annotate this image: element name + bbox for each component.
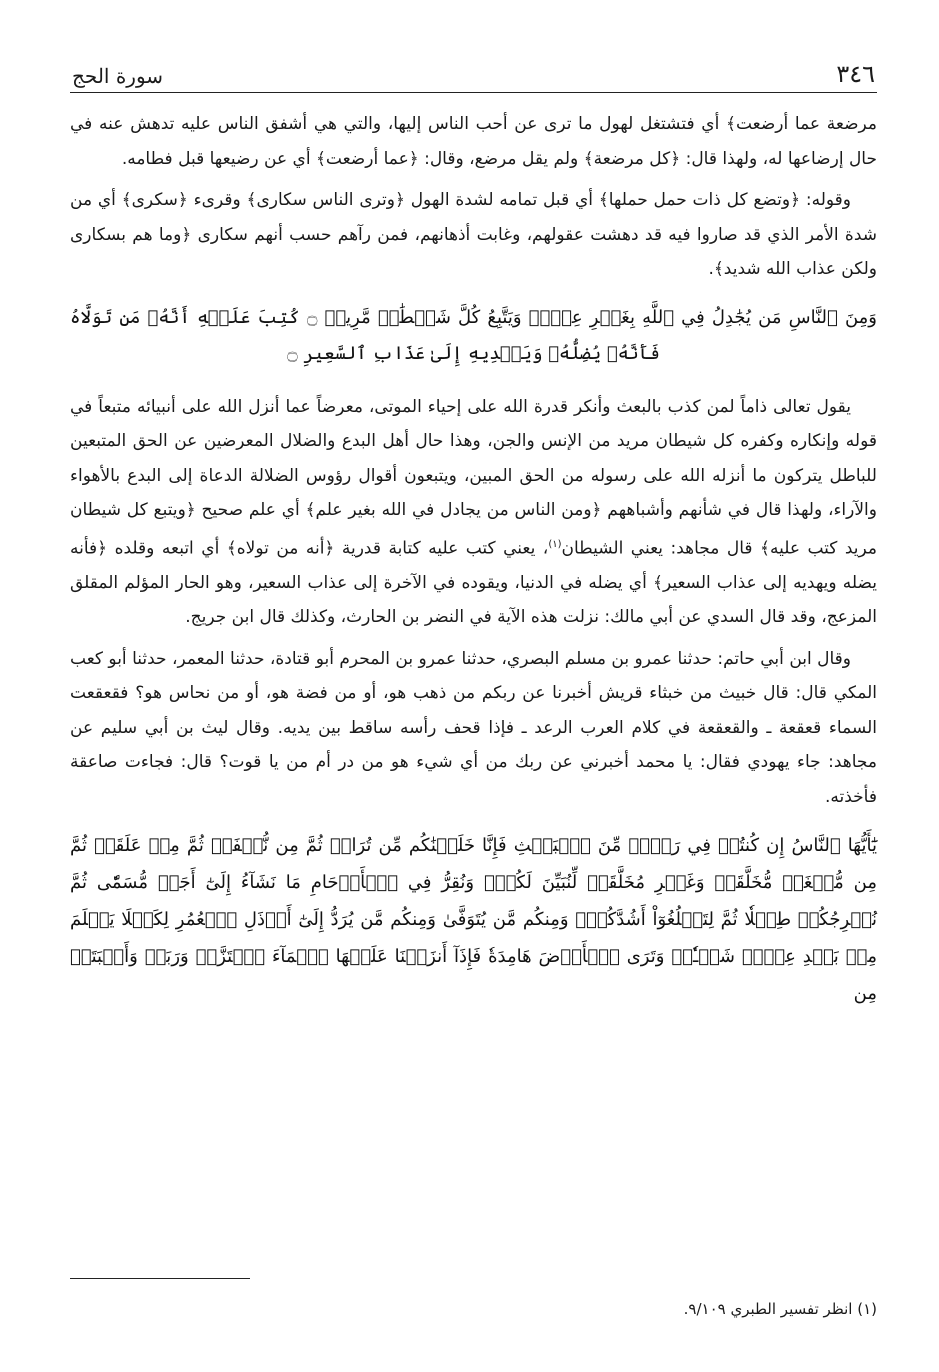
- footnote-divider: [70, 1278, 250, 1279]
- paragraph-1: مرضعة عما أرضعت﴾ أي فتشتغل لهول ما ترى عن أحب الناس إليها، والتي هي أشفق الناس عليه تدهش عنه في حال إرضاعها له، ولهذا قال: ﴿كل مرضعة﴾ ولم يقل مرضع، وقال: ﴿عما أرضعت﴾ أي عن رضيعها قبل فطامه.: [70, 114, 877, 169]
- page-body: [70, 107, 877, 1020]
- paragraph-3-text: يقول تعالى ذاماً لمن كذب بالبعث وأنكر قدرة الله على إحياء الموتى، معرضاً عما أنزل الله على أنبيائه متبعاً في قوله وإنكاره وكفره كل شيطان مريد من الإنس والجن، وهذا حال أهل البدع والضلال المعرضين عن الحق المتبعين للباطل يتركون ما أنزله الله على رسوله من الحق المبين، ويتبعون أقوال رؤوس الضلالة الدعاة إلى البدع بالأهواء والآراء، ولهذا قال في شأنهم وأشباههم ﴿ومن الناس من يجادل في الله بغير علم﴾ أي علم صحيح ﴿ويتبع كل شيطان مريد كتب عليه﴾ قال مجاهد: يعني الشيطان: [70, 396, 878, 559]
- footnote-marker: (١): [548, 538, 562, 550]
- book-page: [70, 52, 877, 1352]
- paragraph-2: وقوله: ﴿وتضع كل ذات حمل حملها﴾ أي قبل تمامه لشدة الهول ﴿وترى الناس سكارى﴾ وقرىء ﴿سكرى﴾ أي من شدة الأمر الذي قد صاروا فيه قد دهشت عقولهم، وغابت أذهانهم، فمن رآهم حسب أنهم سكارى ﴿وما هم بسكارى ولكن عذاب الله شديد﴾.: [70, 190, 877, 279]
- page-number: ٣٤٦: [836, 60, 875, 88]
- paragraph-3-continued: ، يعني كتب عليه كتابة قدرية ﴿أنه من تولاه﴾ أي اتبعه وقلده ﴿فأنه يضله ويهديه إلى عذاب السعير﴾ أي يضله في الدنيا، ويقوده في الآخرة إلى عذاب السعير، وهو الحار المؤلم المقلق المزعج، وقد قال السدي عن أبي مالك: نزلت هذه الآية في النضر بن الحارث، وكذلك قال ابن جريج.: [70, 538, 877, 628]
- paragraph-3: [70, 390, 877, 635]
- surah-title: سورة الحج: [72, 64, 164, 88]
- paragraph-4: وقال ابن أبي حاتم: حدثنا عمرو بن مسلم البصري، حدثنا عمرو بن المحرم أبو قتادة، حدثنا المعمر، حدثنا أبو كعب المكي قال: قال خبيث من خبثاء قريش أخبرنا عن ربكم من ذهب هو، أو من فضة هو، أو من نحاس هو؟ فقعقعت السماء قعقعة ـ والقعقعة في كلام العرب الرعد ـ فإذا قحف رأسه ساقط بين يديه. وقال ليث بن أبي سليم عن مجاهد: جاء يهودي فقال: يا محمد أخبرني عن ربك من أي شيء هو من در أم من يا قوت؟ قال: فجاءت صاعقة فأخذته.: [70, 648, 877, 807]
- quran-verse-5: يَٰٓأَيُّهَا ٱلنَّاسُ إِن كُنتُمۡ فِي رَيۡبٖ مِّنَ ٱلۡبَعۡثِ فَإِنَّا خَلَقۡنَٰكُم مِّن تُرَابٖ ثُمَّ مِن نُّطۡفَةٖ ثُمَّ مِنۡ عَلَقَةٖ ثُمَّ مِن مُّضۡغَةٖ مُّخَلَّقَةٖ وَغَيۡرِ مُخَلَّقَةٖ لِّنُبَيِّنَ لَكُمۡۚ وَنُقِرُّ فِي ٱلۡأَرۡحَامِ مَا نَشَآءُ إِلَىٰٓ أَجَلٖ مُّسَمّٗى ثُمَّ نُخۡرِجُكُمۡ طِفۡلٗا ثُمَّ لِتَبۡلُغُوٓاْ أَشُدَّكُمۡۖ وَمِنكُم مَّن يُتَوَفَّىٰ وَمِنكُم مَّن يُرَدُّ إِلَىٰٓ أَرۡذَلِ ٱلۡعُمُرِ لِكَيۡلَا يَعۡلَمَ مِنۢ بَعۡدِ عِلۡمٖ شَيۡـٔٗاۚ وَتَرَى ٱلۡأَرۡضَ هَامِدَةٗ فَإِذَآ أَنزَلۡنَا عَلَيۡهَا ٱلۡمَآءَ ٱهۡتَزَّتۡ وَرَبَتۡ وَأَنۢبَتَتۡ مِن: [70, 835, 877, 1005]
- page-header: [70, 52, 877, 93]
- quran-verse-3-4: وَمِنَ ٱلنَّاسِ مَن يُجَٰدِلُ فِي ٱللَّهِ بِغَيۡرِ عِلۡمٖ وَيَتَّبِعُ كُلَّ شَيۡطَٰنٖ مَّرِيدٖ ۝ كُتِبَ عَلَيۡهِ أَنَّهُۥ مَن تَوَلَّاهُ فَأَنَّهُۥ يُضِلُّهُۥ وَيَهۡدِيهِ إِلَىٰ عَذَابِ ٱلسَّعِيرِ ۝: [70, 306, 878, 364]
- footnote-1: (١) انظر تفسير الطبري ٩/١٠٩.: [683, 1300, 877, 1318]
- footnotes: [70, 1296, 877, 1322]
